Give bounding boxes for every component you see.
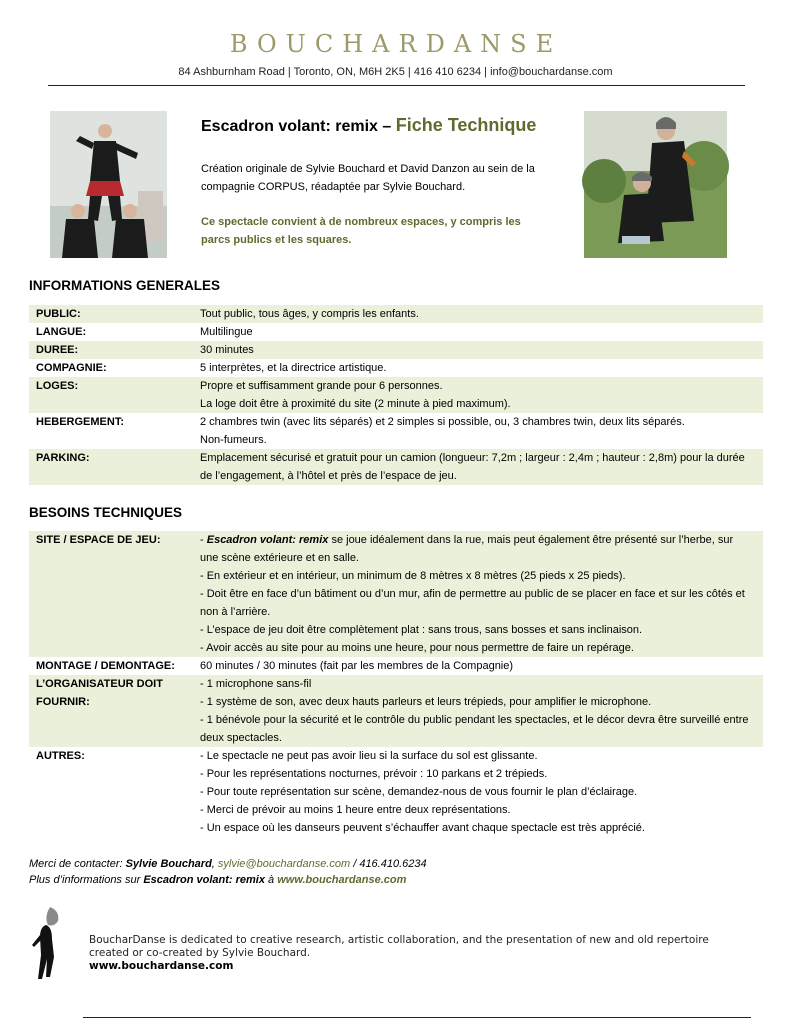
value-line: - 1 bénévole pour la sécurité et le contrôle du public pendant les spectacles, et le décor devra être surveillé entre deux spectacles. [200, 714, 749, 744]
row-value [200, 449, 763, 485]
table-row [29, 377, 763, 413]
value-line: 30 minutes [200, 344, 254, 356]
general-info-heading: INFORMATIONS GENERALES [29, 278, 221, 293]
document-title [201, 115, 536, 136]
row-value [200, 305, 763, 323]
footer-website-link[interactable]: www.bouchardanse.com [89, 960, 234, 972]
value-line: - En extérieur et en intérieur, un minimum de 8 mètres x 8 mètres (25 pieds x 25 pieds). [200, 570, 626, 582]
value-line: - Pour toute représentation sur scène, demandez-nous de vous fournir le plan d’éclairage. [200, 786, 638, 798]
title-main: Escadron volant: remix – [201, 118, 396, 135]
row-label: L’ORGANISATEUR DOIT FOURNIR: [36, 678, 163, 708]
row-value [200, 359, 763, 377]
info-joiner: à [264, 874, 278, 886]
footer-divider [83, 1017, 751, 1018]
value-line: - 1 microphone sans-fil [200, 678, 312, 690]
info-show-name: Escadron volant: remix [143, 874, 265, 886]
table-row [29, 657, 763, 675]
value-line: - Le spectacle ne peut pas avoir lieu si la surface du sol est glissante. [200, 750, 538, 762]
value-line: Emplacement sécurisé et gratuit pour un camion (longueur: 7,2m ; largeur : 2,4m ; hauteur : 2,8m) pour la durée de l’engagement, à l’hôtel et près de l’espace de jeu. [200, 452, 745, 482]
table-row [29, 413, 763, 449]
table-row [29, 323, 763, 341]
line-rest: se joue idéalement dans la rue, mais peut également être présenté sur l’herbe, sur une scène extérieure et en salle. [200, 534, 734, 564]
row-value [200, 413, 763, 449]
company-logo [0, 26, 791, 67]
contact-prefix: Merci de contacter: [29, 858, 126, 870]
row-label: SITE / ESPACE DE JEU: [36, 534, 161, 546]
contact-separator: , [211, 858, 218, 870]
value-line: - Un espace où les danseurs peuvent s’échauffer avant chaque spectacle est très apprécié. [200, 822, 645, 834]
value-line: 60 minutes / 30 minutes (fait par les membres de la Compagnie) [200, 660, 514, 672]
general-info-table [29, 305, 763, 485]
header-divider [48, 85, 745, 86]
contact-line [29, 856, 427, 872]
table-row [29, 305, 763, 323]
footer-text [89, 934, 729, 973]
row-label: DUREE: [36, 344, 79, 356]
logo-wordmark [229, 26, 562, 60]
table-row [29, 449, 763, 485]
photo-performers-pyramid [50, 111, 167, 258]
row-label: COMPAGNIE: [36, 362, 107, 374]
value-line: - Merci de prévoir au moins 1 heure entre deux représentations. [200, 804, 511, 816]
line-prefix: - [200, 534, 207, 546]
contact-phone: / 416.410.6234 [350, 858, 427, 870]
value-line: - L’espace de jeu doit être complètement plat : sans trous, sans bosses et sans inclinaison. [200, 624, 643, 636]
value-line: 5 interprètes, et la directrice artistique. [200, 362, 387, 374]
value-line [200, 531, 753, 567]
row-value [200, 747, 763, 837]
value-line: - 1 système de son, avec deux hauts parleurs et leurs trépieds, pour amplifier le microphone. [200, 696, 652, 708]
row-label: MONTAGE / DEMONTAGE: [36, 660, 175, 672]
value-line: 2 chambres twin (avec lits séparés) et 2 simples si possible, ou, 3 chambres twin, deux lits séparés. [200, 416, 685, 428]
info-prefix: Plus d’informations sur [29, 874, 144, 886]
row-label: PUBLIC: [36, 308, 81, 320]
photo-performers-park [584, 111, 727, 258]
venue-note: Ce spectacle convient à de nombreux espaces, y compris les parcs publics et les squares. [201, 216, 521, 246]
website-link[interactable]: www.bouchardanse.com [277, 874, 407, 886]
value-line: La loge doit être à proximité du site (2 minute à pied maximum). [200, 398, 511, 410]
technical-heading: BESOINS TECHNIQUES [29, 505, 183, 520]
header-address: 84 Ashburnham Road | Toronto, ON, M6H 2K5 | 416 410 6234 | info@bouchardanse.com [178, 66, 613, 78]
intro-paragraph: Création originale de Sylvie Bouchard et David Danzon au sein de la compagnie CORPUS, réadaptée par Sylvie Bouchard. [201, 163, 535, 193]
table-row [29, 747, 763, 837]
contact-email-link[interactable]: sylvie@bouchardanse.com [217, 858, 351, 870]
row-label: LANGUE: [36, 326, 87, 338]
contact-block [29, 856, 427, 888]
table-row [29, 359, 763, 377]
footer-description: BoucharDanse is dedicated to creative research, artistic collaboration, and the presentation of new and old repertoire created or co-created by Sylvie Bouchard. [89, 934, 709, 959]
row-value [200, 531, 763, 657]
technical-table [29, 531, 763, 837]
value-line: - Avoir accès au site pour au moins une heure, pour nous permettre de faire un repérage. [200, 642, 634, 654]
value-line: - Pour les représentations nocturnes, prévoir : 10 parkans et 2 trépieds. [200, 768, 548, 780]
svg-text:BOUCHARDANSE: BOUCHARDANSE [229, 30, 562, 58]
table-row-site [29, 531, 763, 657]
row-value [200, 341, 763, 359]
row-label: LOGES: [36, 380, 79, 392]
row-value [200, 377, 763, 413]
value-line: Tout public, tous âges, y compris les enfants. [200, 308, 419, 320]
row-label: AUTRES: [36, 750, 85, 762]
row-value [200, 323, 763, 341]
value-line: Multilingue [200, 326, 253, 338]
row-label: PARKING: [36, 452, 90, 464]
contact-name: Sylvie Bouchard [125, 858, 212, 870]
info-line [29, 872, 427, 888]
value-line: Propre et suffisamment grande pour 6 personnes. [200, 380, 443, 392]
title-accent: Fiche Technique [395, 115, 537, 135]
dancer-silhouette-image [28, 905, 68, 981]
table-row [29, 341, 763, 359]
value-line: - Doit être en face d’un bâtiment ou d’un mur, afin de permettre au public de se placer en face et sur les côtés et non à l’arrière. [200, 588, 745, 618]
show-name: Escadron volant: remix [206, 534, 329, 546]
row-value [200, 657, 763, 675]
value-line: Non-fumeurs. [200, 434, 267, 446]
row-label: HEBERGEMENT: [36, 416, 125, 428]
table-row [29, 675, 763, 747]
row-value [200, 675, 763, 747]
